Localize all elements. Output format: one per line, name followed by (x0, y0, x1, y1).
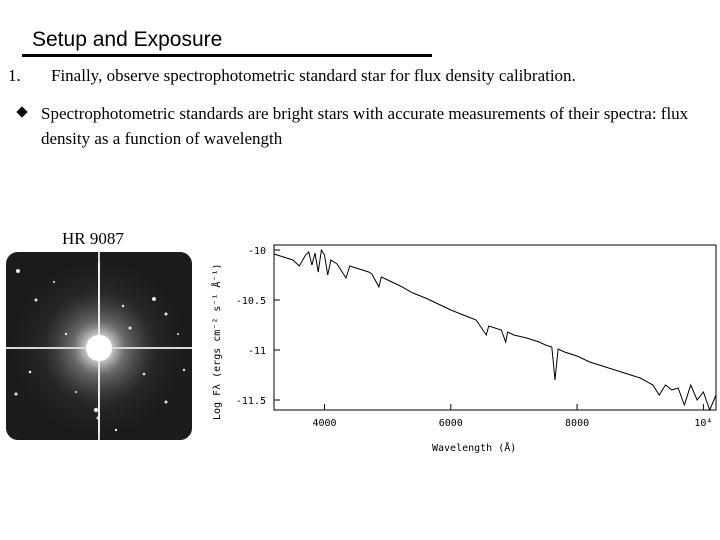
star-field-graphic (6, 252, 192, 440)
x-tick-label: 10⁴ (694, 418, 713, 429)
x-tick-label: 4000 (312, 418, 337, 429)
title-underline (22, 54, 432, 57)
x-tick-label: 6000 (438, 418, 463, 429)
slide-title: Setup and Exposure (32, 28, 223, 51)
x-tick-label: 8000 (565, 418, 590, 429)
y-tick-label: -10.5 (235, 296, 266, 307)
star-image (6, 252, 192, 440)
diamond-bullet-icon (16, 106, 27, 117)
spectrum-series-line (274, 250, 716, 410)
star-image-label: HR 9087 (62, 229, 124, 248)
y-tick-label: -10 (247, 246, 266, 257)
spectrum-chart (200, 220, 720, 465)
item-number: 1. (8, 66, 21, 85)
bullet-item-text: Spectrophotometric standards are bright stars with accurate measurements of their spectra: flux density as a function of wavelength (41, 104, 689, 148)
y-axis-label: Log Fλ (ergs cm⁻² s⁻¹ Å⁻¹) (212, 263, 223, 420)
x-axis-label: Wavelength (Å) (432, 443, 517, 454)
y-tick-label: -11 (247, 346, 266, 357)
numbered-item-1 (8, 66, 576, 86)
y-tick-label: -11.5 (235, 396, 266, 407)
item-text: Finally, observe spectrophotometric standard star for flux density calibration. (51, 66, 576, 85)
